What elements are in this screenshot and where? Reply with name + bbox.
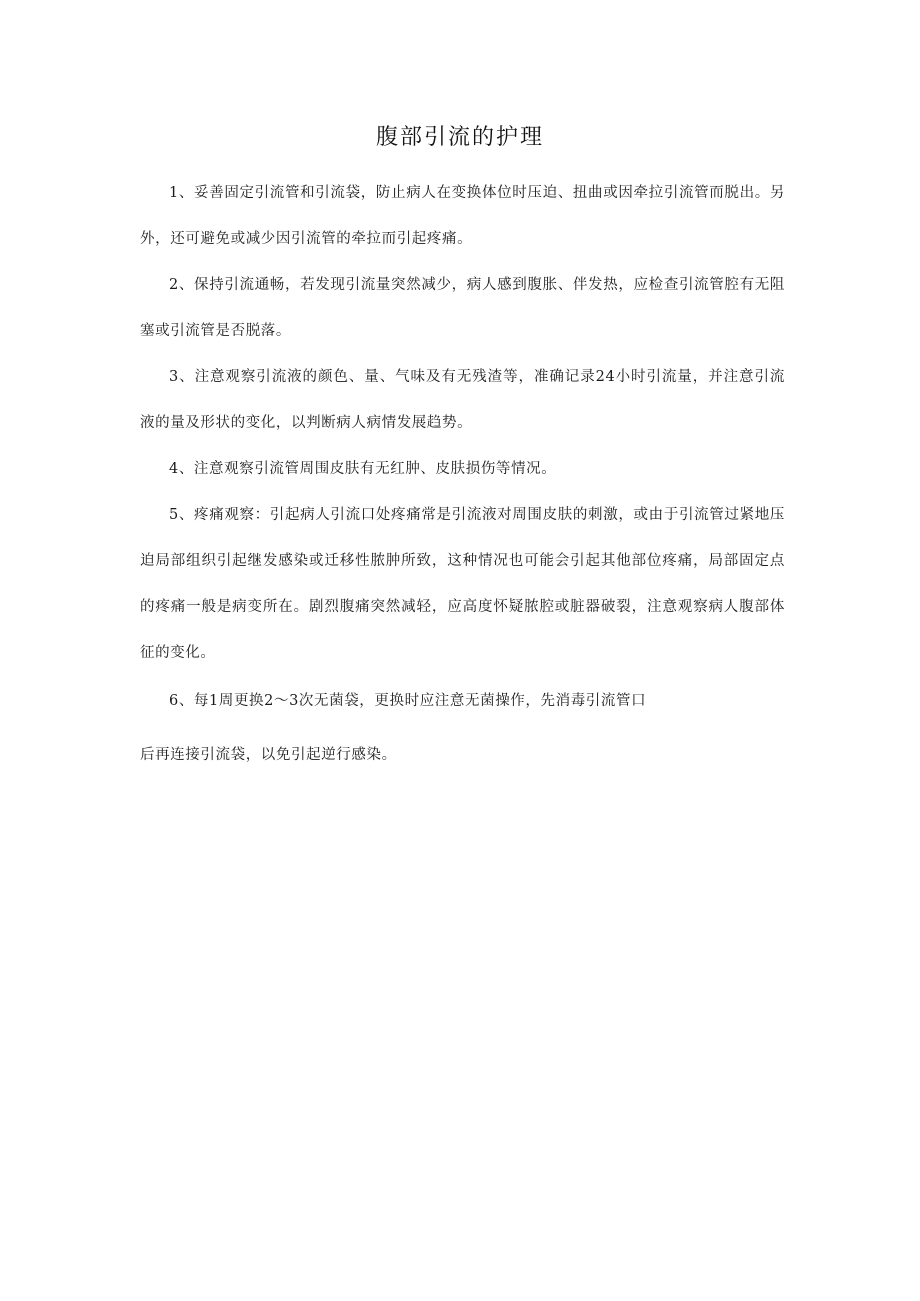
document-title: 腹部引流的护理 <box>375 125 544 150</box>
paragraph-1: 1、妥善固定引流管和引流袋，防止病人在变换体位时压迫、扭曲或因牵拉引流管而脱出。另外，还可避免或减少因引流管的牵拉而引起疼痛。 <box>140 185 785 247</box>
paragraph-6-line-2: 后再连接引流袋，以免引起逆行感染。 <box>140 747 397 763</box>
paragraph-2: 2、保持引流通畅，若发现引流量突然减少，病人感到腹胀、伴发热，应检查引流管腔有无阻塞或引流管是否脱落。 <box>140 277 785 339</box>
document-body <box>140 170 785 778</box>
paragraph-3: 3、注意观察引流液的颜色、量、气味及有无残渣等，准确记录24小时引流量，并注意引流液的量及形状的变化，以判断病人病情发展趋势。 <box>140 369 785 431</box>
paragraph-6-line-1: 6、每1周更换2～3次无菌袋，更换时应注意无菌操作，先消毒引流管口 <box>169 693 647 709</box>
paragraph-4: 4、注意观察引流管周围皮肤有无红肿、皮肤损伤等情况。 <box>169 461 557 477</box>
paragraph-5: 5、疼痛观察：引起病人引流口处疼痛常是引流液对周围皮肤的刺激，或由于引流管过紧地压迫局部组织引起继发感染或迁移性脓肿所致，这种情况也可能会引起其他部位疼痛，局部固定点的疼痛一般是病变所在。剧烈腹痛突然减轻，应高度怀疑脓腔或脏器破裂，注意观察病人腹部体征的变化。 <box>140 507 785 661</box>
